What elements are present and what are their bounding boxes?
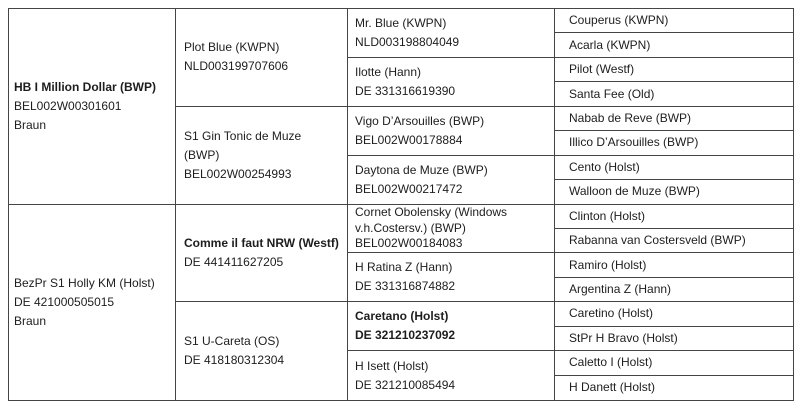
horse-name: Plot Blue (KWPN) [184,40,280,55]
cell-g2-3 [176,205,348,303]
horse-id: NLD003198804049 [355,34,460,49]
horse-id: BEL002W00178884 [355,132,463,147]
cell-g4-7 [555,156,793,180]
horse-id: NLD003199707606 [184,59,289,74]
horse-name: BezPr S1 Holly KM (Holst) [14,275,155,290]
cell-g3-8 [348,351,555,400]
cell-g4-9 [555,205,793,229]
horse-name: Caretano (Holst) [355,309,449,324]
cell-g4-14 [555,327,793,351]
horse-name: Argentina Z (Hann) [569,282,672,297]
horse-id: DE 421000505015 [14,294,115,309]
cell-dam [9,205,176,401]
cell-g4-13 [555,302,793,326]
horse-name: Acarla (KWPN) [569,37,651,52]
cell-g4-1 [555,9,793,33]
horse-id: BEL002W00301601 [14,98,122,113]
cell-g4-6 [555,131,793,155]
horse-name: Couperus (KWPN) [569,13,669,28]
cell-g4-16 [555,376,793,400]
horse-name: Santa Fee (Old) [569,86,655,101]
horse-name: StPr H Bravo (Holst) [569,330,678,345]
horse-name: Clinton (Holst) [569,208,646,223]
horse-id: BEL002W00254993 [184,166,292,181]
cell-g4-5 [555,107,793,131]
cell-g3-2 [348,58,555,107]
horse-name: Rabanna van Costersveld (BWP) [569,233,746,248]
cell-g4-2 [555,33,793,57]
horse-name: Ramiro (Holst) [569,257,647,272]
cell-g4-12 [555,278,793,302]
horse-name: H Danett (Holst) [569,380,656,395]
horse-id: DE 331316874882 [355,279,456,294]
cell-g3-1 [348,9,555,58]
horse-name: Walloon de Muze (BWP) [569,184,700,199]
horse-color: Braun [14,117,47,132]
cell-g3-4 [348,156,555,205]
horse-name: Vigo D’Arsouilles (BWP) [355,113,485,128]
horse-id: DE 331316619390 [355,83,456,98]
horse-color: Braun [14,313,47,328]
horse-id: DE 441411627205 [184,254,284,269]
cell-g2-4 [176,302,348,400]
cell-g2-1 [176,9,348,107]
horse-name: Pilot (Westf) [569,62,635,77]
horse-name: Comme il faut NRW (Westf) [184,235,339,250]
cell-g3-3 [348,107,555,156]
horse-name: Illico D’Arsouilles (BWP) [569,135,699,150]
cell-g4-15 [555,351,793,375]
cell-g4-3 [555,58,793,82]
horse-name: Daytona de Muze (BWP) [355,162,488,177]
horse-name: S1 Gin Tonic de Muze (BWP) [184,128,302,162]
cell-g3-5 [348,205,555,254]
horse-name: Cornet Obolensky (Windows v.h.Costersv.) (BWP) [355,205,508,235]
horse-name: Nabab de Reve (BWP) [569,110,692,125]
cell-g4-11 [555,253,793,277]
horse-name: H Isett (Holst) [355,358,429,373]
horse-name: Cento (Holst) [569,159,640,174]
horse-id: DE 418180312304 [184,353,285,368]
horse-name: Mr. Blue (KWPN) [355,15,447,30]
horse-id: BEL002W00184083 [355,236,463,251]
cell-g4-8 [555,180,793,204]
horse-name: HB I Million Dollar (BWP) [14,79,156,94]
pedigree-table [8,8,794,401]
cell-g4-10 [555,229,793,253]
cell-g4-4 [555,82,793,106]
cell-g3-6 [348,253,555,302]
horse-name: Caletto I (Holst) [569,355,653,370]
cell-g3-7 [348,302,555,351]
horse-name: H Ratina Z (Hann) [355,260,453,275]
horse-id: DE 321210237092 [355,328,456,343]
cell-g2-2 [176,107,348,205]
horse-id: BEL002W00217472 [355,181,463,196]
horse-id: DE 321210085494 [355,377,456,392]
horse-name: Caretino (Holst) [569,306,654,321]
horse-name: Ilotte (Hann) [355,64,422,79]
cell-sire [9,9,176,205]
horse-name: S1 U-Careta (OS) [184,334,280,349]
